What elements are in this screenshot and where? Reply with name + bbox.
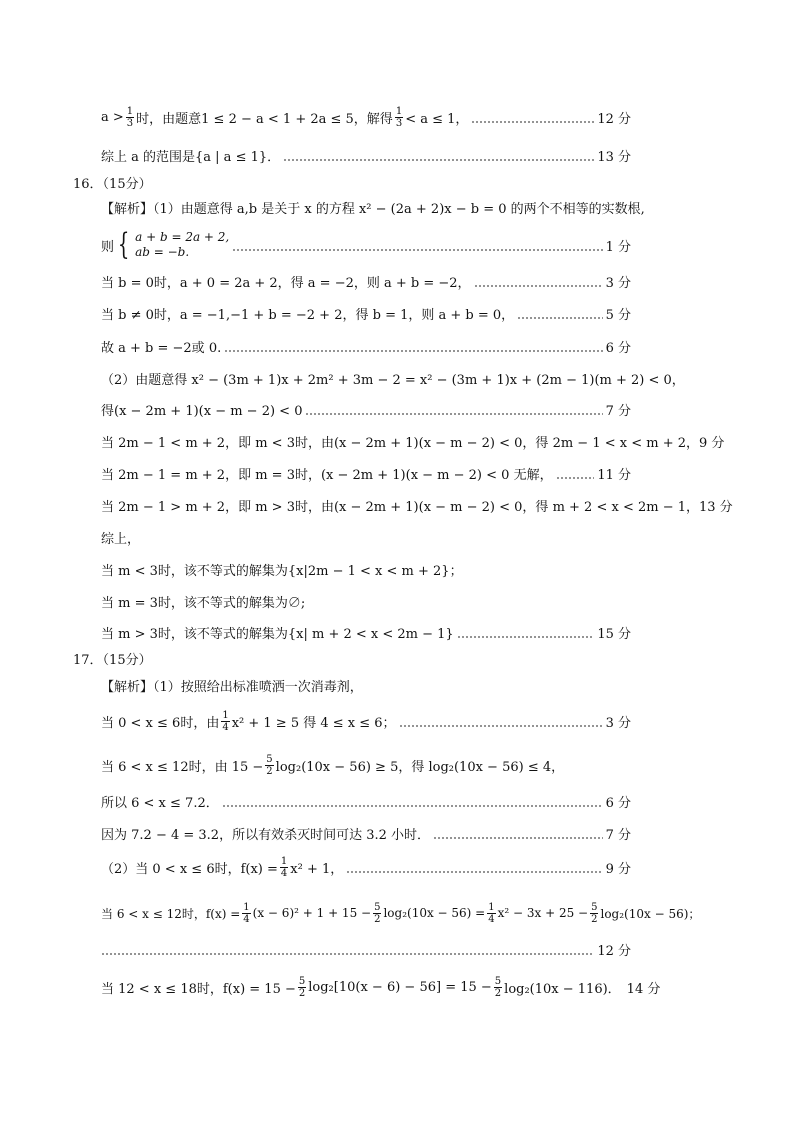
fraction xyxy=(265,754,273,777)
line-content: 得(x − 2m + 1)(x − m − 2) < 0 xyxy=(101,403,303,419)
solution-line xyxy=(101,617,631,647)
fraction-denominator: 2 xyxy=(374,913,381,925)
line-content: 当 2m − 1 < m + 2，即 m < 3时，由(x − 2m + 1)(x − m − 2) < 0，得 2m − 1 < x < m + 2， xyxy=(101,435,699,451)
line-content xyxy=(101,856,343,879)
score-label: 6 分 xyxy=(605,795,631,811)
score-label: 9 分 xyxy=(605,861,631,877)
fraction xyxy=(494,976,502,999)
brace-symbol: { xyxy=(117,227,130,262)
line-content: 当 m < 3时，该不等式的解集为{x|2m − 1 < x < m + 2}； xyxy=(101,563,463,579)
line-content xyxy=(101,710,396,733)
solution-line xyxy=(101,670,631,700)
math-text: log₂(10x − 56) ≥ 5，得 log₂(10x − 56) ≤ 4， xyxy=(275,759,565,775)
score-label: 3 分 xyxy=(605,275,631,291)
fraction-denominator: 2 xyxy=(591,913,598,925)
score-label: 1 分 xyxy=(605,239,631,255)
math-text: （2）当 0 < x ≤ 6时，f(x) = xyxy=(101,861,278,877)
math-text: < a ≤ 1， xyxy=(405,111,469,127)
math-text: 当 12 < x ≤ 18时，f(x) = 15 − xyxy=(101,981,296,997)
line-content: 综上 a 的范围是{a | a ≤ 1}． xyxy=(101,149,281,165)
solution-line xyxy=(101,786,631,816)
fraction-denominator: 2 xyxy=(266,765,273,777)
fraction-numerator: 1 xyxy=(222,709,229,721)
score-label: 7 分 xyxy=(605,827,631,843)
line-content: 当 m > 3时，该不等式的解集为{x| m + 2 < x < 2m − 1} xyxy=(101,626,454,642)
solution-line xyxy=(101,586,631,616)
solution-line xyxy=(101,298,631,328)
fraction-numerator: 1 xyxy=(243,901,250,913)
fraction-denominator: 2 xyxy=(298,987,306,999)
fraction-denominator: 3 xyxy=(126,117,134,129)
solution-line xyxy=(101,934,631,964)
math-text: log₂(10x − 56) = xyxy=(383,906,486,920)
line-content xyxy=(101,976,621,999)
line-content: 当 m = 3时，该不等式的解集为∅; xyxy=(101,595,306,611)
math-text: x² − 3x + 25 − xyxy=(497,906,589,920)
solution-line xyxy=(101,490,733,520)
math-text: log₂(10x − 116)． xyxy=(504,981,621,997)
score-label: 6 分 xyxy=(605,340,631,356)
fraction xyxy=(221,710,229,733)
fraction-denominator: 3 xyxy=(395,117,403,129)
dot-leader xyxy=(101,942,594,956)
score-label: 9 分 xyxy=(699,435,725,451)
math-text: log₂(10x − 56)； xyxy=(600,906,701,921)
fraction-denominator: 4 xyxy=(280,867,288,879)
dot-leader xyxy=(224,339,602,353)
dot-leader xyxy=(346,860,602,874)
score-label: 7 分 xyxy=(605,403,631,419)
fraction-numerator: 1 xyxy=(488,901,495,913)
solution-line xyxy=(101,852,631,882)
dot-leader xyxy=(556,466,595,480)
line-content xyxy=(101,227,230,262)
score-label: 12 分 xyxy=(597,111,631,127)
question-number: 17．（15分） xyxy=(73,652,152,668)
fraction-denominator: 4 xyxy=(243,913,250,925)
question-number: 16．（15分） xyxy=(73,176,152,192)
fraction-numerator: 1 xyxy=(280,855,288,867)
equation-system xyxy=(114,227,230,262)
dot-leader xyxy=(471,110,594,124)
solution-line xyxy=(101,750,701,780)
dot-leader xyxy=(232,238,602,252)
math-text: x² + 1， xyxy=(290,861,344,877)
system-equation: ab = −b. xyxy=(135,245,190,259)
line-content: 故 a + b = −2或 0. xyxy=(101,340,222,356)
solution-line xyxy=(101,192,721,222)
score-label: 3 分 xyxy=(605,715,631,731)
math-text: 则 xyxy=(101,239,115,255)
fraction xyxy=(487,902,495,925)
solution-line xyxy=(101,394,631,424)
score-label: 5 分 xyxy=(605,307,631,323)
solution-line xyxy=(101,458,631,488)
fraction xyxy=(373,902,381,925)
line-content xyxy=(101,754,564,777)
dot-leader xyxy=(433,826,603,840)
solution-line xyxy=(101,363,701,393)
math-text: 时，由题意1 ≤ 2 − a < 1 + 2a ≤ 5，解得 xyxy=(136,111,393,127)
score-label: 12 分 xyxy=(597,943,631,959)
solution-line xyxy=(101,554,631,584)
score-label: 13 分 xyxy=(597,149,631,165)
fraction xyxy=(395,106,403,129)
fraction-numerator: 5 xyxy=(298,975,306,987)
math-text: log₂[10(x − 6) − 56] = 15 − xyxy=(308,979,492,995)
fraction-numerator: 5 xyxy=(494,975,502,987)
fraction-numerator: 5 xyxy=(266,753,273,765)
fraction xyxy=(280,856,288,879)
fraction xyxy=(242,902,250,925)
math-text: 当 6 < x ≤ 12时，由 15 − xyxy=(101,759,264,775)
solution-line xyxy=(101,706,631,736)
score-label: 11 分 xyxy=(597,467,631,483)
fraction-numerator: 1 xyxy=(395,105,403,117)
score-label: 13 分 xyxy=(699,499,733,515)
solution-line xyxy=(101,898,741,928)
solution-line xyxy=(101,266,631,296)
line-content: 当 b ≠ 0时，a = −1,−1 + b = −2 + 2，得 b = 1，则 a + b = 0， xyxy=(101,307,515,323)
solution-line xyxy=(101,102,631,132)
solution-line xyxy=(101,972,661,1002)
math-text: a > xyxy=(101,109,124,125)
dot-leader xyxy=(283,148,594,162)
line-content xyxy=(101,902,700,925)
math-text: 当 0 < x ≤ 6时，由 xyxy=(101,715,220,731)
score-label: 15 分 xyxy=(597,626,631,642)
line-content xyxy=(101,106,468,129)
line-content: （2）由题意得 x² − (3m + 1)x + 2m² + 3m − 2 = x² − (3m + 1)x + (2m − 1)(m + 2) < 0， xyxy=(101,372,685,388)
dot-leader xyxy=(305,402,602,416)
fraction-denominator: 2 xyxy=(494,987,502,999)
fraction-numerator: 5 xyxy=(374,901,381,913)
math-text: x² + 1 ≥ 5 得 4 ≤ x ≤ 6； xyxy=(231,715,396,731)
solution-line xyxy=(101,331,631,361)
line-content: 当 2m − 1 > m + 2，即 m > 3时，由(x − 2m + 1)(x − m − 2) < 0，得 m + 2 < x < 2m − 1， xyxy=(101,499,699,515)
line-content: 综上， xyxy=(101,531,141,547)
score-label: 14 分 xyxy=(626,981,661,997)
line-content: 【解析】（1）按照给出标准喷洒一次消毒剂， xyxy=(101,679,363,695)
solution-line xyxy=(101,426,725,456)
math-text: 当 6 < x ≤ 12时，f(x) = xyxy=(101,906,241,921)
line-content: 【解析】（1）由题意得 a,b 是关于 x 的方程 x² − (2a + 2)x − b = 0 的两个不相等的实数根, xyxy=(101,201,645,217)
math-text: (x − 6)² + 1 + 15 − xyxy=(252,906,372,920)
dot-leader xyxy=(457,625,595,639)
line-content: 当 b = 0时，a + 0 = 2a + 2，得 a = −2，则 a + b = −2， xyxy=(101,275,471,291)
fraction xyxy=(298,976,306,999)
dot-leader xyxy=(399,714,603,728)
solution-line xyxy=(101,140,631,170)
line-content: 当 2m − 1 = m + 2，即 m = 3时，(x − 2m + 1)(x − m − 2) < 0 无解， xyxy=(101,467,553,483)
fraction-numerator: 5 xyxy=(591,901,598,913)
solution-line xyxy=(101,522,631,552)
system-equation: a + b = 2a + 2, xyxy=(135,230,230,244)
solution-line xyxy=(101,228,631,262)
dot-leader xyxy=(517,306,602,320)
line-content: 因为 7.2 − 4 = 3.2，所以有效杀灭时间可达 3.2 小时． xyxy=(101,827,431,843)
fraction xyxy=(590,902,598,925)
fraction xyxy=(126,106,134,129)
line-content: 所以 6 < x ≤ 7.2． xyxy=(101,795,219,811)
fraction-denominator: 4 xyxy=(488,913,495,925)
dot-leader xyxy=(474,274,603,288)
dot-leader xyxy=(222,794,603,808)
fraction-denominator: 4 xyxy=(222,721,229,733)
solution-line xyxy=(101,818,631,848)
fraction-numerator: 1 xyxy=(126,105,134,117)
